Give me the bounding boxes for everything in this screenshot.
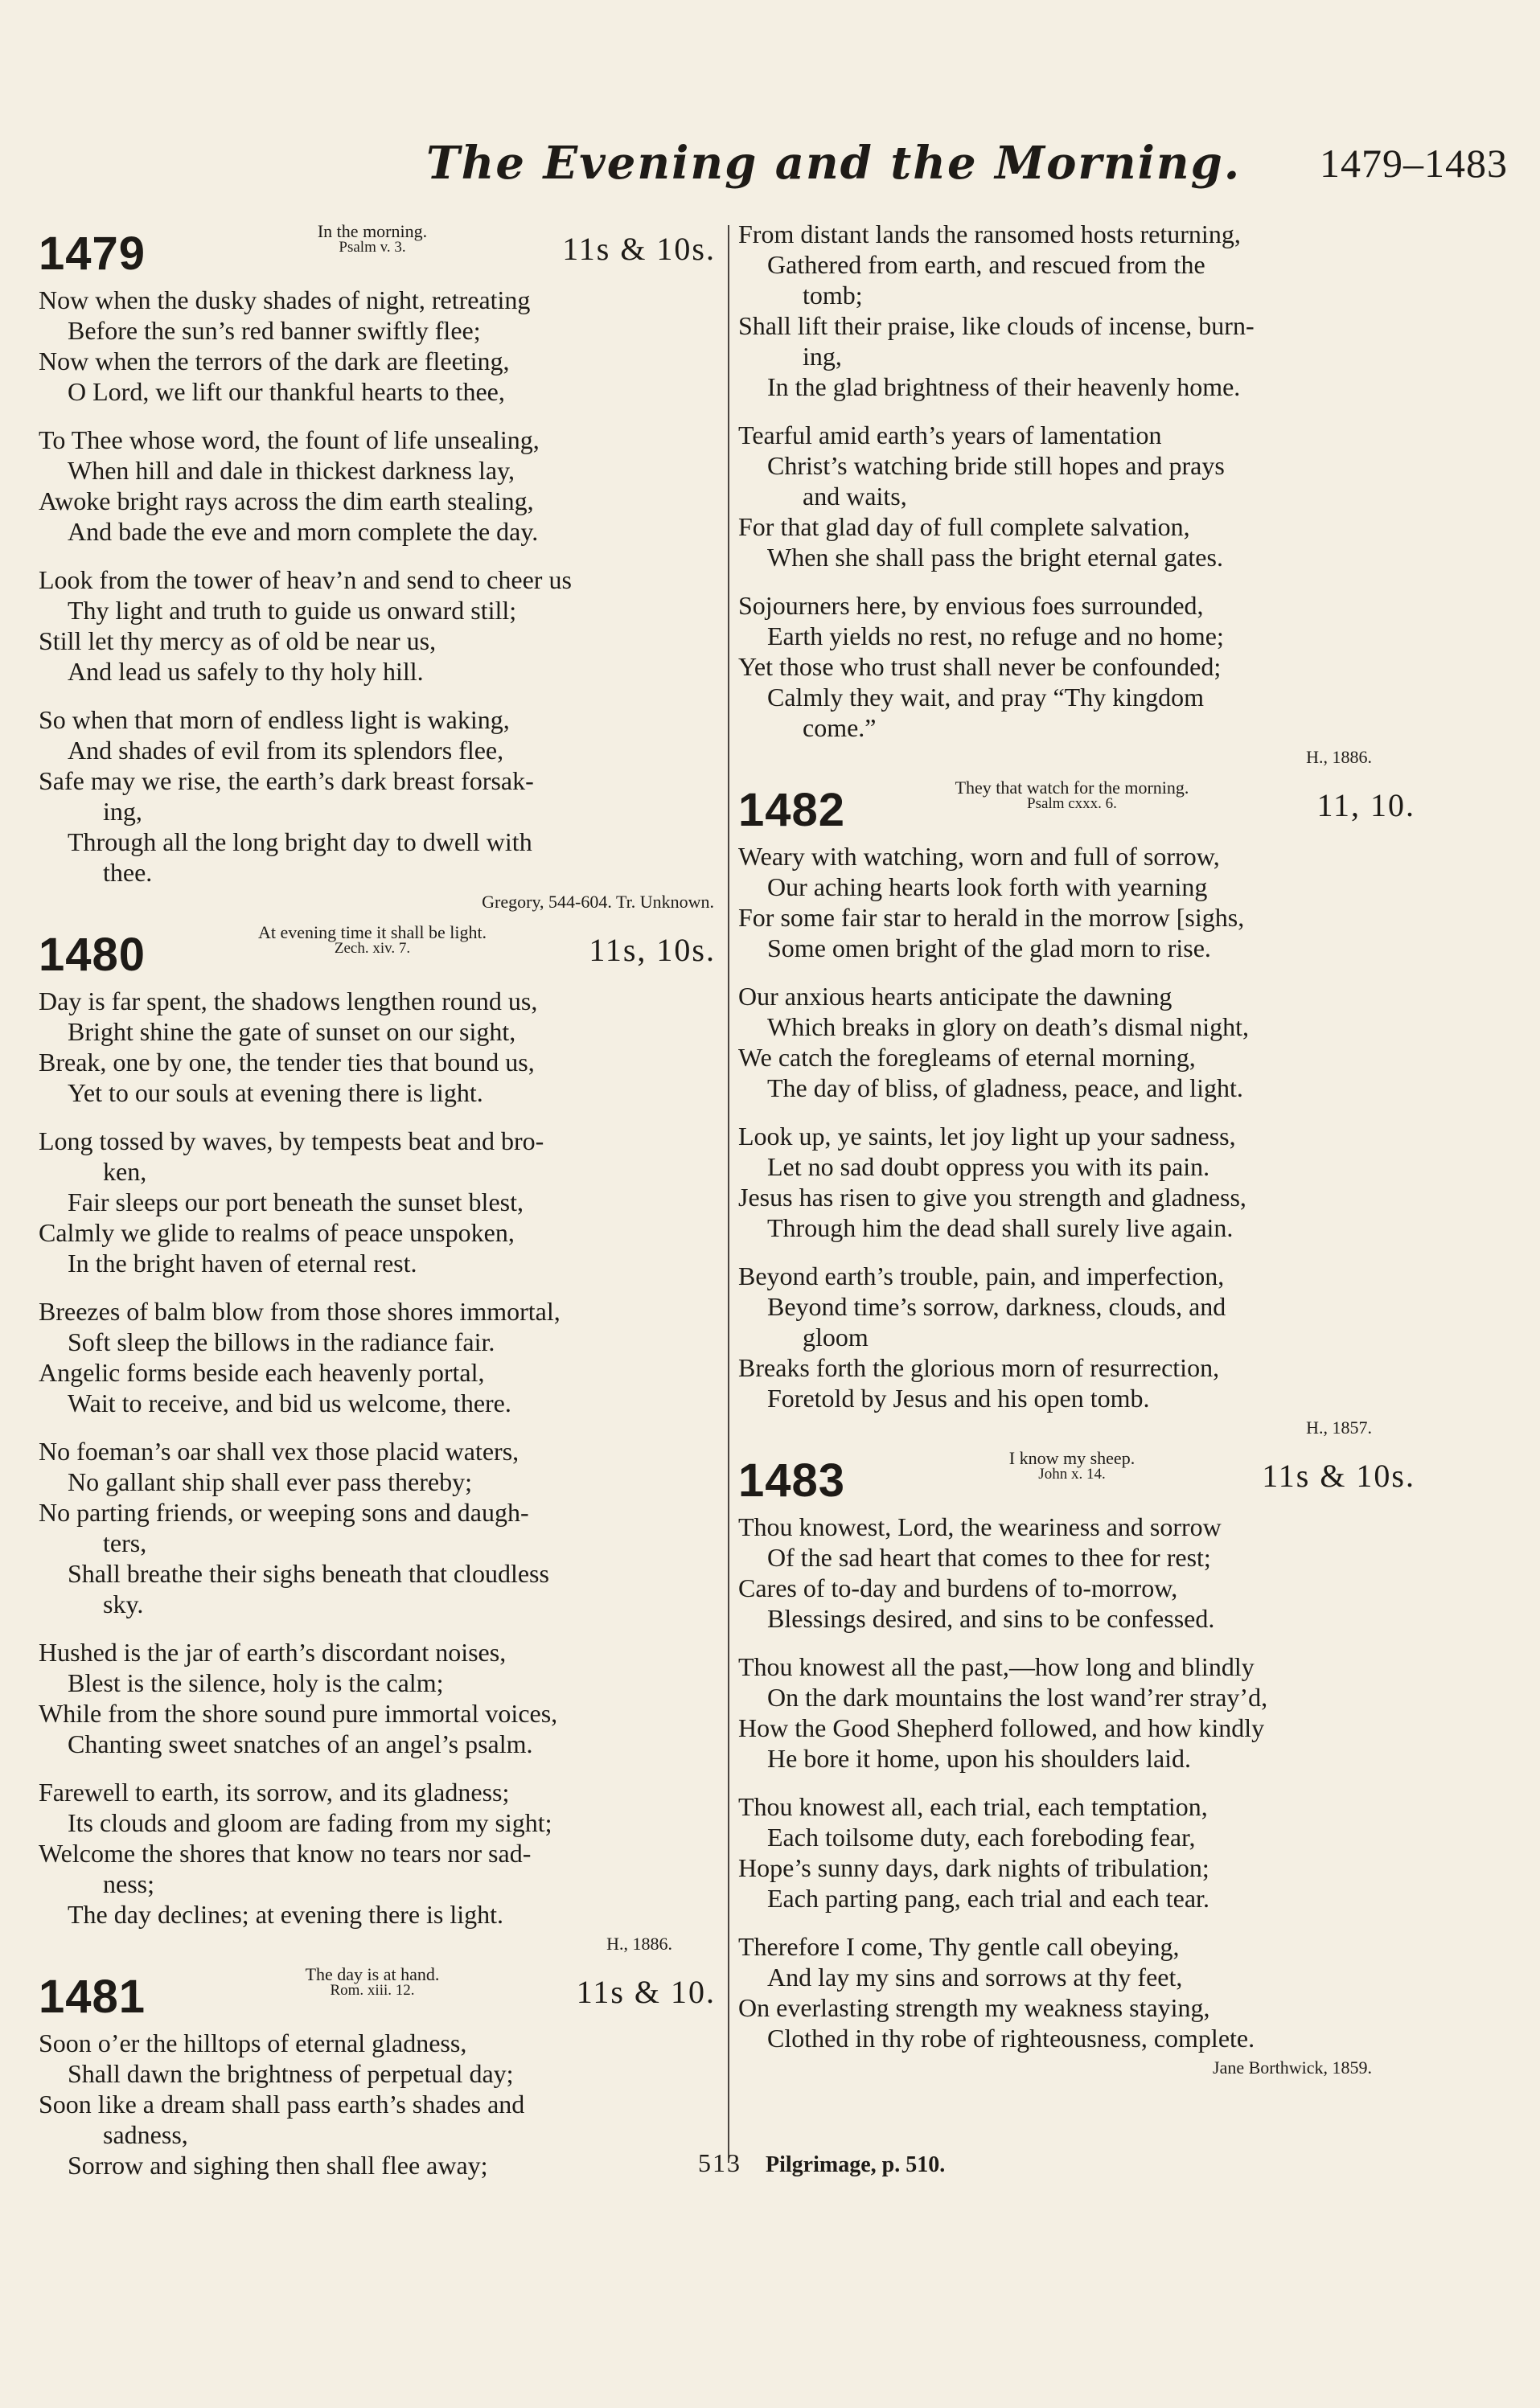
verse-line: Look from the tower of heav’n and send to cheer us (39, 565, 572, 594)
verse-line: Chanting sweet snatches of an angel’s psalm. (68, 1729, 533, 1758)
verse-line: The day of bliss, of gladness, peace, and light. (767, 1073, 1243, 1102)
verse-line: Beyond earth’s trouble, pain, and imperfection, (738, 1261, 1225, 1290)
verse-line: While from the shore sound pure immortal voices, (39, 1699, 558, 1728)
verse-line: Still let thy mercy as of old be near us, (39, 626, 437, 655)
verse-line: Thou knowest all the past,—how long and blindly (738, 1652, 1255, 1681)
verse-line: In the bright haven of eternal rest. (68, 1249, 417, 1278)
hymn-1479 (39, 221, 721, 913)
verse-line: Each toilsome duty, each foreboding fear, (767, 1823, 1196, 1852)
hymn-ref-title: I know my sheep. (1008, 1448, 1135, 1468)
verse-line: When she shall pass the bright eternal gates. (767, 543, 1223, 572)
verse-line: Hope’s sunny days, dark nights of tribulation; (738, 1853, 1209, 1882)
hymn-ref-title: The day is at hand. (305, 1964, 440, 1984)
stanza (738, 219, 1420, 402)
hymn-1483 (738, 1450, 1420, 2079)
hymn-number: 1481 (39, 1971, 146, 2023)
verse-line: Thou knowest all, each trial, each temptation, (738, 1792, 1208, 1821)
verse-line: From distant lands the ransomed hosts returning, (738, 219, 1241, 248)
verse-line: Calmly we glide to realms of peace unspoken, (39, 1218, 515, 1247)
hymn-reference (240, 1964, 505, 1999)
running-title: The Evening and the Morning. (426, 137, 1242, 190)
verse-line: Angelic forms beside each heavenly portal, (39, 1358, 485, 1387)
page-number: 513 (698, 2148, 741, 2177)
verse-line: Now when the dusky shades of night, retreating (39, 285, 531, 314)
verse-line: Now when the terrors of the dark are fleeting, (39, 347, 510, 375)
hymn-attribution: H., 1886. (606, 1934, 672, 1954)
hymn-1480 (39, 922, 721, 1955)
verse-line: Yet those who trust shall never be confounded; (738, 652, 1222, 681)
stanza (39, 564, 721, 687)
verse-line: And lead us safely to thy holy hill. (68, 657, 424, 686)
verse-line: No parting friends, or weeping sons and daugh- (39, 1498, 529, 1527)
hymn-scripture: Rom. xiii. 12. (330, 1982, 415, 1999)
hymn-heading (39, 221, 721, 285)
stanza (738, 420, 1420, 572)
verse-line: The day declines; at evening there is light. (68, 1900, 504, 1929)
verse-line: And bade the eve and morn complete the day. (68, 517, 539, 546)
stanza (738, 1512, 1420, 1634)
source-reference: Pilgrimage, p. 510. (766, 2152, 946, 2177)
verse-line: Its clouds and gloom are fading from my sight; (68, 1808, 552, 1837)
hymn-meter: 11s, 10s. (589, 932, 716, 968)
page-footer (698, 2148, 945, 2178)
verse-line: Soft sleep the billows in the radiance fair. (68, 1327, 495, 1356)
stanza (738, 590, 1420, 743)
stanza (39, 285, 721, 407)
verse-line: No foeman’s oar shall vex those placid waters, (39, 1437, 519, 1466)
verse-line: Our anxious hearts anticipate the dawning (738, 982, 1172, 1011)
verse-line: Shall breathe their sighs beneath that cloudless (68, 1559, 549, 1588)
verse-line: Long tossed by waves, by tempests beat and bro- (39, 1126, 544, 1155)
verse-line: Therefore I come, Thy gentle call obeying, (738, 1932, 1180, 1961)
hymn-1481-continued (738, 219, 1420, 769)
verse-line: Calmly they wait, and pray “Thy kingdom (767, 683, 1204, 712)
verse-line: To Thee whose word, the fount of life unsealing, (39, 425, 540, 454)
verse-line: Clothed in thy robe of righteousness, complete. (767, 2024, 1255, 2053)
verse-line: Through him the dead shall surely live again. (767, 1213, 1234, 1242)
verse-line: Look up, ye saints, let joy light up your sadness, (738, 1122, 1236, 1151)
hymn-heading (738, 1450, 1420, 1512)
hymn-scripture: Zech. xiv. 7. (334, 940, 411, 957)
stanza (738, 981, 1420, 1103)
verse-line: Safe may we rise, the earth’s dark breast forsak- (39, 766, 534, 795)
verse-line: And lay my sins and sorrows at thy feet, (767, 1963, 1183, 1992)
hymn-meter: 11s & 10s. (562, 231, 716, 267)
stanza (39, 1296, 721, 1418)
verse-line: gloom (803, 1323, 869, 1352)
hymn-scripture: Psalm cxxx. 6. (1027, 795, 1117, 812)
left-column (39, 219, 721, 2198)
hymn-number: 1483 (738, 1454, 846, 1507)
hymn-meter: 11, 10. (1316, 787, 1415, 823)
stanza (39, 2028, 721, 2180)
verse-line: Breaks forth the glorious morn of resurrection, (738, 1353, 1220, 1382)
hymn-1482 (738, 777, 1420, 1439)
verse-line: For some fair star to herald in the morrow [sighs, (738, 903, 1245, 932)
stanza (39, 986, 721, 1108)
verse-line: Tearful amid earth’s years of lamentation (738, 420, 1162, 449)
hymn-attribution: H., 1886. (1306, 747, 1372, 767)
stanza (39, 704, 721, 888)
verse-line: How the Good Shepherd followed, and how kindly (738, 1713, 1265, 1742)
column-divider (728, 225, 729, 2163)
verse-line: On everlasting strength my weakness staying, (738, 1993, 1210, 2022)
verse-line: Through all the long bright day to dwell with (68, 827, 532, 856)
hymn-reference (240, 221, 505, 256)
verse-line: Each parting pang, each trial and each tear. (767, 1884, 1209, 1913)
verse-line: Sorrow and sighing then shall flee away; (68, 2151, 488, 2180)
stanza (738, 1931, 1420, 2053)
hymn-attribution: H., 1857. (1306, 1417, 1372, 1438)
hymn-heading (39, 1964, 721, 2028)
verse-line: O Lord, we lift our thankful hearts to thee, (68, 377, 505, 406)
verse-line: Some omen bright of the glad morn to rise. (767, 933, 1211, 962)
verse-line: Sojourners here, by envious foes surrounded, (738, 591, 1204, 620)
verse-line: Cares of to-day and burdens of to-morrow, (738, 1573, 1178, 1602)
verse-line: Breezes of balm blow from those shores immortal, (39, 1297, 561, 1326)
verse-line: Let no sad doubt oppress you with its pain. (767, 1152, 1210, 1181)
verse-line: Wait to receive, and bid us welcome, there. (68, 1389, 511, 1417)
verse-line: Beyond time’s sorrow, darkness, clouds, and (767, 1292, 1226, 1321)
verse-line: For that glad day of full complete salvation, (738, 512, 1190, 541)
verse-line: Farewell to earth, its sorrow, and its gladness; (39, 1778, 510, 1807)
verse-line: sadness, (103, 2120, 188, 2149)
verse-line: In the glad brightness of their heavenly home. (767, 372, 1241, 401)
verse-line: And shades of evil from its splendors flee, (68, 736, 504, 765)
verse-line: Awoke bright rays across the dim earth stealing, (39, 486, 534, 515)
verse-line: When hill and dale in thickest darkness lay, (68, 456, 515, 485)
verse-line: Gathered from earth, and rescued from the (767, 250, 1205, 279)
verse-line: Bright shine the gate of sunset on our sight, (68, 1017, 516, 1046)
hymn-scripture: John x. 14. (1038, 1466, 1106, 1483)
verse-line: Of the sad heart that comes to thee for rest; (767, 1543, 1211, 1572)
hymn-ref-title: They that watch for the morning. (955, 777, 1189, 798)
stanza (39, 1777, 721, 1930)
verse-line: On the dark mountains the lost wand’rer stray’d, (767, 1683, 1268, 1712)
stanza (738, 1651, 1420, 1774)
hymn-1481 (39, 1964, 721, 2180)
verse-line: Thou knowest, Lord, the weariness and sorrow (738, 1512, 1222, 1541)
stanza (39, 1126, 721, 1278)
hymn-ref-title: At evening time it shall be light. (257, 922, 487, 942)
verse-line: Soon like a dream shall pass earth’s shades and (39, 2090, 525, 2119)
stanza (39, 1637, 721, 1759)
verse-line: Before the sun’s red banner swiftly flee; (68, 316, 481, 345)
page-header (32, 121, 1508, 201)
stanza (738, 841, 1420, 963)
verse-line: Which breaks in glory on death’s dismal night, (767, 1012, 1249, 1041)
verse-line: Shall dawn the brightness of perpetual day; (68, 2059, 514, 2088)
verse-line: Hushed is the jar of earth’s discordant noises, (39, 1638, 507, 1667)
hymn-scripture: Psalm v. 3. (339, 239, 406, 256)
verse-line: come.” (803, 713, 877, 742)
verse-line: Shall lift their praise, like clouds of incense, burn- (738, 311, 1255, 340)
stanza (39, 425, 721, 547)
verse-line: He bore it home, upon his shoulders laid. (767, 1744, 1192, 1773)
hymn-attribution: Gregory, 544-604. Tr. Unknown. (482, 892, 714, 912)
verse-line: thee. (103, 858, 153, 887)
hymn-heading (738, 777, 1420, 841)
verse-line: We catch the foregleams of eternal morning, (738, 1043, 1196, 1072)
hymn-number: 1480 (39, 929, 146, 981)
verse-line: Thy light and truth to guide us onward still; (68, 596, 517, 625)
verse-line: Day is far spent, the shadows lengthen round us, (39, 987, 538, 1015)
hymn-meter: 11s & 10s. (1262, 1458, 1415, 1494)
verse-line: ing, (803, 342, 842, 371)
verse-line: No gallant ship shall ever pass thereby; (68, 1467, 472, 1496)
verse-line: ken, (103, 1157, 147, 1186)
verse-line: sky. (103, 1590, 144, 1618)
hymn-attribution: Jane Borthwick, 1859. (1213, 2057, 1372, 2078)
verse-line: Earth yields no rest, no refuge and no home; (767, 621, 1224, 650)
verse-line: Our aching hearts look forth with yearning (767, 872, 1208, 901)
verse-line: Blest is the silence, holy is the calm; (68, 1668, 444, 1697)
hymn-reference (939, 1450, 1205, 1483)
verse-line: Weary with watching, worn and full of sorrow, (738, 842, 1220, 871)
verse-line: Yet to our souls at evening there is light. (68, 1078, 483, 1107)
stanza (738, 1261, 1420, 1413)
stanza (738, 1121, 1420, 1243)
verse-line: and waits, (803, 482, 907, 511)
verse-line: Break, one by one, the tender ties that bound us, (39, 1048, 535, 1077)
verse-line: Christ’s watching bride still hopes and prays (767, 451, 1225, 480)
hymn-reference (240, 922, 505, 957)
hymn-reference (939, 777, 1205, 812)
stanza (738, 1791, 1420, 1914)
hymn-number-range: 1479–1483 (1320, 141, 1508, 186)
hymn-meter: 11s & 10. (576, 1974, 716, 2010)
verse-line: tomb; (803, 281, 863, 310)
verse-line: Soon o’er the hilltops of eternal gladness, (39, 2029, 467, 2057)
verse-line: Welcome the shores that know no tears nor sad- (39, 1839, 532, 1868)
verse-line: Jesus has risen to give you strength and gladness, (738, 1183, 1246, 1212)
verse-line: ness; (103, 1869, 154, 1898)
hymn-ref-title: In the morning. (317, 221, 428, 241)
verse-line: Blessings desired, and sins to be confessed. (767, 1604, 1215, 1633)
verse-line: ters, (103, 1528, 147, 1557)
stanza (39, 1436, 721, 1619)
hymn-number: 1479 (39, 228, 146, 280)
verse-line: Foretold by Jesus and his open tomb. (767, 1384, 1150, 1413)
right-column (738, 219, 1420, 2090)
verse-line: ing, (103, 797, 142, 826)
verse-line: Fair sleeps our port beneath the sunset blest, (68, 1188, 524, 1216)
hymn-heading (39, 922, 721, 986)
verse-line: So when that morn of endless light is waking, (39, 705, 510, 734)
hymn-number: 1482 (738, 784, 846, 836)
